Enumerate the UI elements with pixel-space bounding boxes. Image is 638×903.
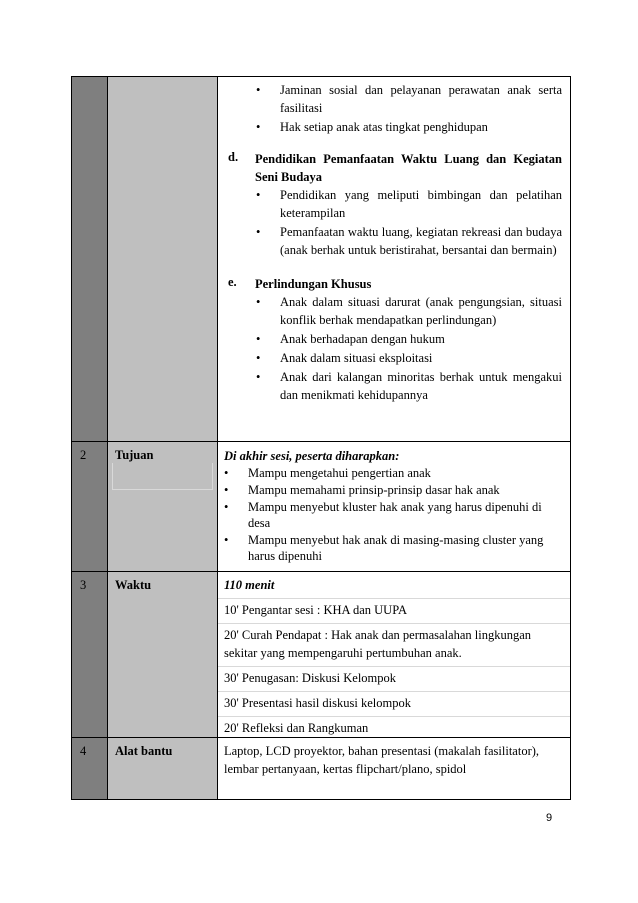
- content-cell: [218, 738, 571, 800]
- number-cell: [72, 442, 108, 572]
- session-plan-table: [71, 76, 571, 800]
- schedule-line: 10' Pengantar sesi : KHA dan UUPA: [218, 598, 570, 623]
- total-duration: 110 menit: [224, 578, 275, 592]
- row-number: 2: [80, 448, 87, 462]
- list-item: • Anak dari kalangan minoritas berhak untuk mengakui dan menikmati kehidupannya: [255, 368, 570, 404]
- list-item: • Mampu menyebut kluster hak anak yang harus dipenuhi di desa: [218, 499, 570, 531]
- list-item: • Mampu menyebut hak anak di masing-masing cluster yang harus dipenuhi: [218, 532, 570, 564]
- list-item: • Anak dalam situasi eksploitasi: [255, 349, 570, 367]
- row-number: 3: [80, 578, 87, 592]
- content-cell: [218, 442, 571, 572]
- list-item: • Anak dalam situasi darurat (anak pengungsian, situasi konflik berhak mendapatkan perlindungan): [255, 293, 570, 329]
- section-letter: e.: [228, 275, 237, 289]
- tools-text: Laptop, LCD proyektor, bahan presentasi (makalah fasilitator), lembar pertanyaan, kertas flipchart/plano, spidol: [224, 744, 540, 776]
- list-item: • Pemanfaatan waktu luang, kegiatan rekreasi dan budaya (anak berhak untuk beristirahat, bersantai dan bermain): [255, 223, 570, 259]
- section-d: [218, 150, 570, 259]
- row-label: Alat bantu: [115, 744, 173, 758]
- number-cell: [72, 77, 108, 442]
- table-row: [72, 738, 571, 800]
- table-row: [72, 572, 571, 738]
- section-e: [218, 275, 570, 404]
- content-cell: [218, 572, 571, 738]
- table-row: [72, 442, 571, 572]
- section-letter: d.: [228, 150, 239, 164]
- objectives-list: [218, 465, 570, 571]
- schedule-line: 30' Penugasan: Diskusi Kelompok: [218, 666, 570, 691]
- top-bullet-list: [218, 81, 570, 136]
- list-item: • Jaminan sosial dan pelayanan perawatan anak serta fasilitasi: [218, 81, 570, 117]
- table-row: [72, 77, 571, 442]
- label-divider: [112, 463, 213, 490]
- number-cell: [72, 572, 108, 738]
- list-item: • Anak berhadapan dengan hukum: [255, 330, 570, 348]
- schedule-line: 20' Curah Pendapat : Hak anak dan permasalahan lingkungan sekitar yang mempengaruhi pertumbuhan anak.: [218, 623, 570, 666]
- section-bullet-list: [255, 186, 570, 259]
- label-cell: [108, 738, 218, 800]
- objectives-heading: Di akhir sesi, peserta diharapkan:: [224, 449, 400, 463]
- section-heading: Perlindungan Khusus: [255, 277, 372, 291]
- section-heading: Pendidikan Pemanfaatan Waktu Luang dan Kegiatan Seni Budaya: [255, 152, 562, 184]
- list-item: • Hak setiap anak atas tingkat penghidupan: [218, 118, 570, 136]
- row-number: 4: [80, 744, 87, 758]
- row-label: Tujuan: [115, 448, 154, 462]
- label-cell: [108, 77, 218, 442]
- section-bullet-list: [255, 293, 570, 404]
- list-item: • Pendidikan yang meliputi bimbingan dan pelatihan keterampilan: [255, 186, 570, 222]
- content-cell: [218, 77, 571, 442]
- label-cell: [108, 572, 218, 738]
- label-cell: [108, 442, 218, 572]
- row-label: Waktu: [115, 578, 152, 592]
- page-number: 9: [546, 812, 553, 824]
- number-cell: [72, 738, 108, 800]
- list-item: • Mampu memahami prinsip-prinsip dasar hak anak: [218, 482, 570, 498]
- schedule-line: 20' Refleksi dan Rangkuman: [218, 716, 570, 737]
- time-schedule: [218, 572, 570, 737]
- schedule-line: 30' Presentasi hasil diskusi kelompok: [218, 691, 570, 716]
- list-item: • Mampu mengetahui pengertian anak: [218, 465, 570, 481]
